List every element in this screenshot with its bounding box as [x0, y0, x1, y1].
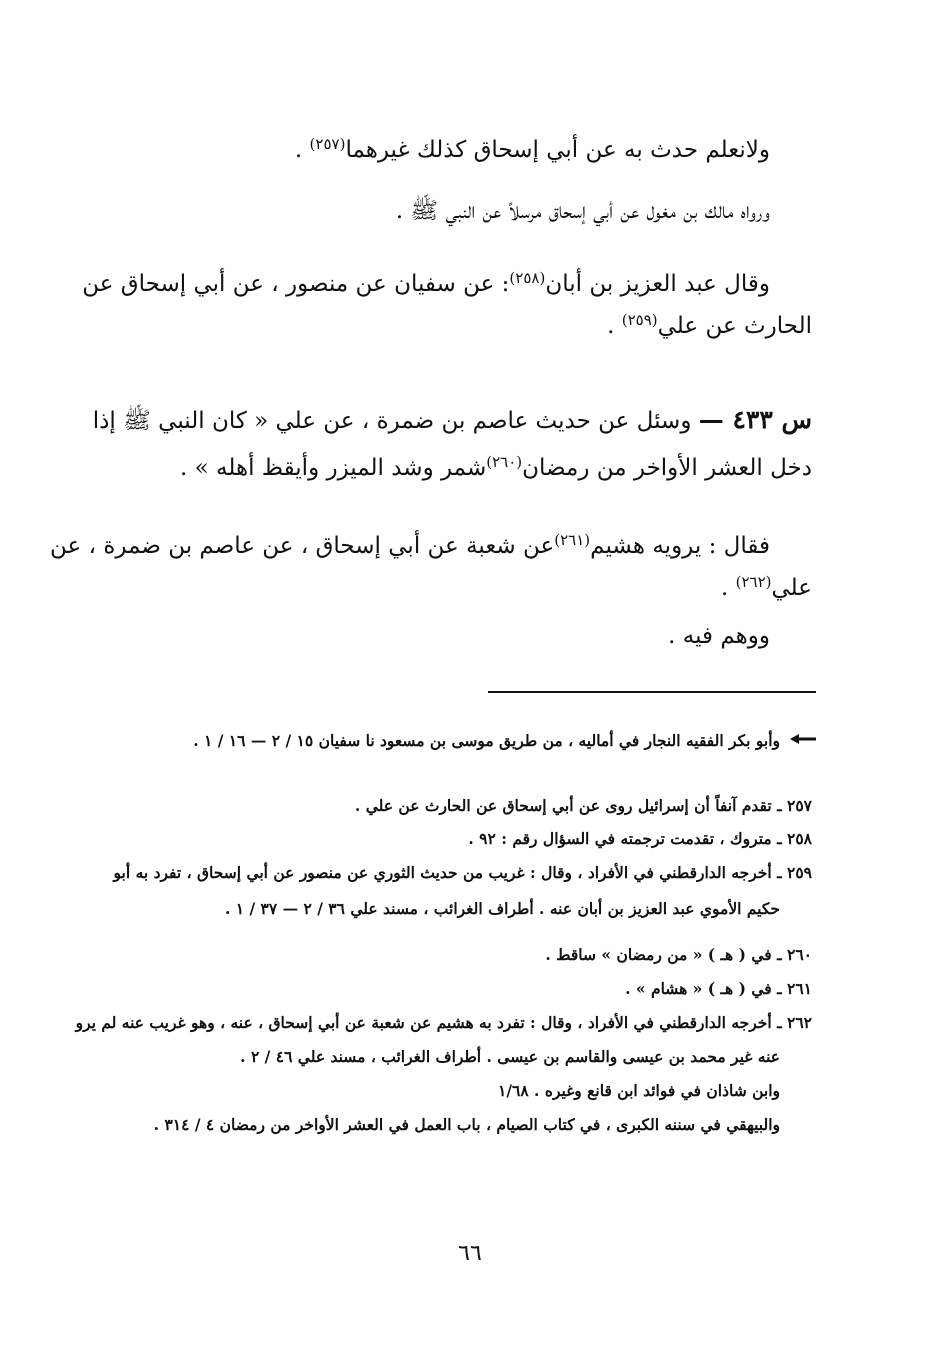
text-run: فقال : يرويه هشيم [590, 533, 770, 559]
footnote-reference[interactable]: (٢٦٢) [735, 573, 772, 591]
continuation-arrow-icon [790, 733, 816, 745]
footnote-separator [488, 691, 816, 693]
text-run: وسئل عن حديث عاصم بن ضمرة ، عن علي « كان النبي ﷺ إذا [92, 408, 699, 434]
text-run: عن شعبة عن أبي إسحاق ، عن عاصم بن ضمرة ، عن [50, 533, 555, 559]
footnote-text: وابن شاذان في فوائد ابن قانع وغيره . ١/٦٨ [498, 1081, 780, 1100]
footnote-text: ٢٦٢ ـ أخرجه الدارقطني في الأفراد ، وقال : تفرد به هشيم عن شعبة عن أبي إسحاق ، عنه ، وهو غريب عنه لم يرو [75, 1013, 812, 1032]
text-run: الحارث عن علي [657, 313, 812, 339]
paragraph-line [82, 262, 770, 300]
paragraph-line [295, 128, 770, 166]
text-run: دخل العشر الأواخر من رمضان [522, 455, 812, 481]
paragraph-line [396, 195, 770, 227]
footnote-259-continued [225, 898, 780, 920]
footnote-reference[interactable]: (٢٥٨) [509, 269, 546, 287]
footnote-text: حكيم الأموي عبد العزيز بن أبان عنه . أطراف الغرائب ، مسند علي ٣٦ / ٢ — ٣٧ / ١ . [224, 899, 780, 918]
text-run: . [607, 313, 622, 339]
text-run: علي [771, 575, 812, 601]
page-number: ٦٦ [458, 1241, 482, 1266]
text-run: وقال عبد العزيز بن أبان [545, 271, 770, 297]
text-run: . [720, 575, 736, 601]
footnote-text: وأبو بكر الفقيه النجار في أماليه ، من طريق موسى بن مسعود نا سفيان ١٥ / ٢ — ١٦ / ١ . [193, 731, 780, 750]
footnote-262-continued [154, 1114, 780, 1136]
footnote-260 [545, 944, 812, 966]
footnote-text: ٢٥٩ ـ أخرجه الدارقطني في الأفراد ، وقال : غريب من حديث الثوري عن منصور عن أبي إسحاق ، تفرد به أبو [113, 863, 812, 882]
text-run: ووهم فيه . [668, 623, 770, 649]
text-run: شمر وشد الميزر وأيقظ أهله » . [180, 455, 487, 481]
footnote-262-continued [498, 1080, 780, 1102]
question-line [180, 446, 812, 484]
footnote-262-continued [240, 1046, 780, 1068]
footnote-258 [468, 828, 812, 850]
footnote-text: والبيهقي في سننه الكبرى ، في كتاب الصيام ، باب العمل في العشر الأواخر من رمضان ٤ / ٣١٤ . [153, 1115, 780, 1134]
footnote-text: ٢٦٠ ـ في ( هـ ) « من رمضان » ساقط . [545, 945, 812, 964]
footnote-257 [355, 795, 812, 817]
paragraph-line [721, 566, 812, 604]
footnote-text: عنه غير محمد بن عيسى والقاسم بن عيسى . أطراف الغرائب ، مسند علي ٤٦ / ٢ . [240, 1047, 780, 1066]
paragraph-line [50, 524, 770, 562]
question-number: س ٤٣٣ — [698, 405, 812, 434]
footnote-reference[interactable]: (٢٦٠) [486, 453, 523, 471]
footnote-reference[interactable]: (٢٥٩) [621, 311, 658, 329]
footnote-text: ٢٦١ ـ في ( هـ ) « هشام » . [625, 979, 812, 998]
footnote-259 [114, 862, 812, 884]
text-run: ورواه مالك بن مغول عن أبي إسحاق مرسلاً عن النبي ﷺ . [395, 198, 770, 224]
text-run: : عن سفيان عن منصور ، عن أبي إسحاق عن [82, 271, 510, 297]
footnote-text: ٢٥٨ ـ متروك ، تقدمت ترجمته في السؤال رقم : ٩٢ . [468, 829, 812, 848]
question-line [93, 404, 812, 437]
footnote-continuation [193, 730, 780, 752]
footnote-text: ٢٥٧ ـ تقدم آنفاً أن إسرائيل روى عن أبي إسحاق عن الحارث عن علي . [354, 796, 812, 815]
footnote-261 [625, 978, 812, 1000]
text-run: ولانعلم حدث به عن أبي إسحاق كذلك غيرهما [345, 137, 770, 163]
paragraph-line [668, 620, 770, 652]
text-run: . [294, 137, 310, 163]
footnote-reference[interactable]: (٢٥٧) [309, 135, 346, 153]
paragraph-line [607, 304, 812, 342]
footnote-262 [76, 1012, 812, 1034]
footnote-reference[interactable]: (٢٦١) [554, 531, 591, 549]
